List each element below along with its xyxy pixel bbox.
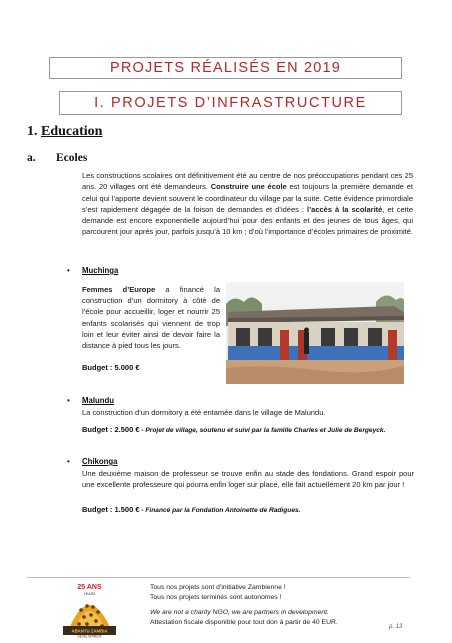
bullet-icon: • [67,266,70,275]
malundu-description: La construction d’un dormitory a été entamée dans le village de Malundu. [82,408,326,417]
abantu-zambia-logo [57,580,122,638]
footer-line-2: Tous nos projets terminés sont autonomes ! [150,594,282,601]
subheading-text: Ecoles [56,152,88,164]
heading-ecoles [27,152,87,164]
heading-number: 1. [27,124,38,139]
svg-text:YEARS: YEARS [83,592,96,596]
footer-line-3: We are not a charity NGO, we are partners in development. [150,609,329,616]
page-number: p. 13 [389,624,403,630]
svg-text:25 ANS: 25 ANS [77,584,102,591]
page-title: PROJETS RÉALISÉS EN 2019 [49,57,402,79]
school-photo [226,282,404,384]
muchinga-budget: Budget : 5.000 € [82,363,140,372]
bullet-icon: • [67,457,70,466]
project-title-muchinga: Muchinga [82,266,119,275]
chikonga-description: Une deuxième maison de professeur se trouve enfin au stade des fondations. Grand espoir pour une excellente professeure qui pourra enfin loger sur place, elle fait actuellement 20 km par jour ! [82,469,414,490]
svg-text:ABANTU ZAMBIA: ABANTU ZAMBIA [71,628,108,634]
project-title-chikonga: Chikonga [82,457,118,466]
intro-paragraph: Les constructions scolaires ont définitivement été au centre de nos préoccupations pendant ces 25 ans. 20 villages ont été demandeurs. Construire une école est toujours la première demande et celui qui l’apporte devient souvent le coordinateur du village par la suite. Cette évidence primordiale s’est rapidement dégagée de la foison de demandes et d’idées : l’accès à la scolarité, et cette demande est encore exponentielle aujourd’hui pour des enfants et des jeunes de tous âges, qui parcourent jour après jour, parfois jusqu’à 10 km ; d’où l’importance d’écoles primaires de proximité. [82,171,413,237]
malundu-budget: Budget : 2.500 € - Projet de village, soutenu et suivi par la famille Charles et Julie de Bergeyck. [82,425,386,434]
subheading-number: a. [27,152,36,164]
muchinga-description: Femmes d’Europe a financé la construction d’un dormitory à côté de l’école pour accueillir, loger et nourrir 25 enfants scolarisés qui viennent de trop loin et leur éviter ainsi de devoir faire la distance à pied tous les jours. [82,285,220,351]
project-title-malundu: Malundu [82,396,115,405]
bullet-icon: • [67,396,70,405]
heading-text: Education [41,124,103,139]
footer-divider [27,577,410,578]
footer-line-4: Attestation fiscale disponible pour tout don à partir de 40 EUR. [150,619,338,626]
footer-line-1: Tous nos projets sont d’initiative Zambienne ! [150,584,286,591]
heading-education [27,124,102,140]
chikonga-budget: Budget : 1.500 € - Financé par la Fondation Antoinette de Radigues. [82,505,301,514]
svg-text:DEVELOPMENT: DEVELOPMENT [77,634,102,638]
section-title: I. PROJETS D’INFRASTRUCTURE [59,91,402,115]
